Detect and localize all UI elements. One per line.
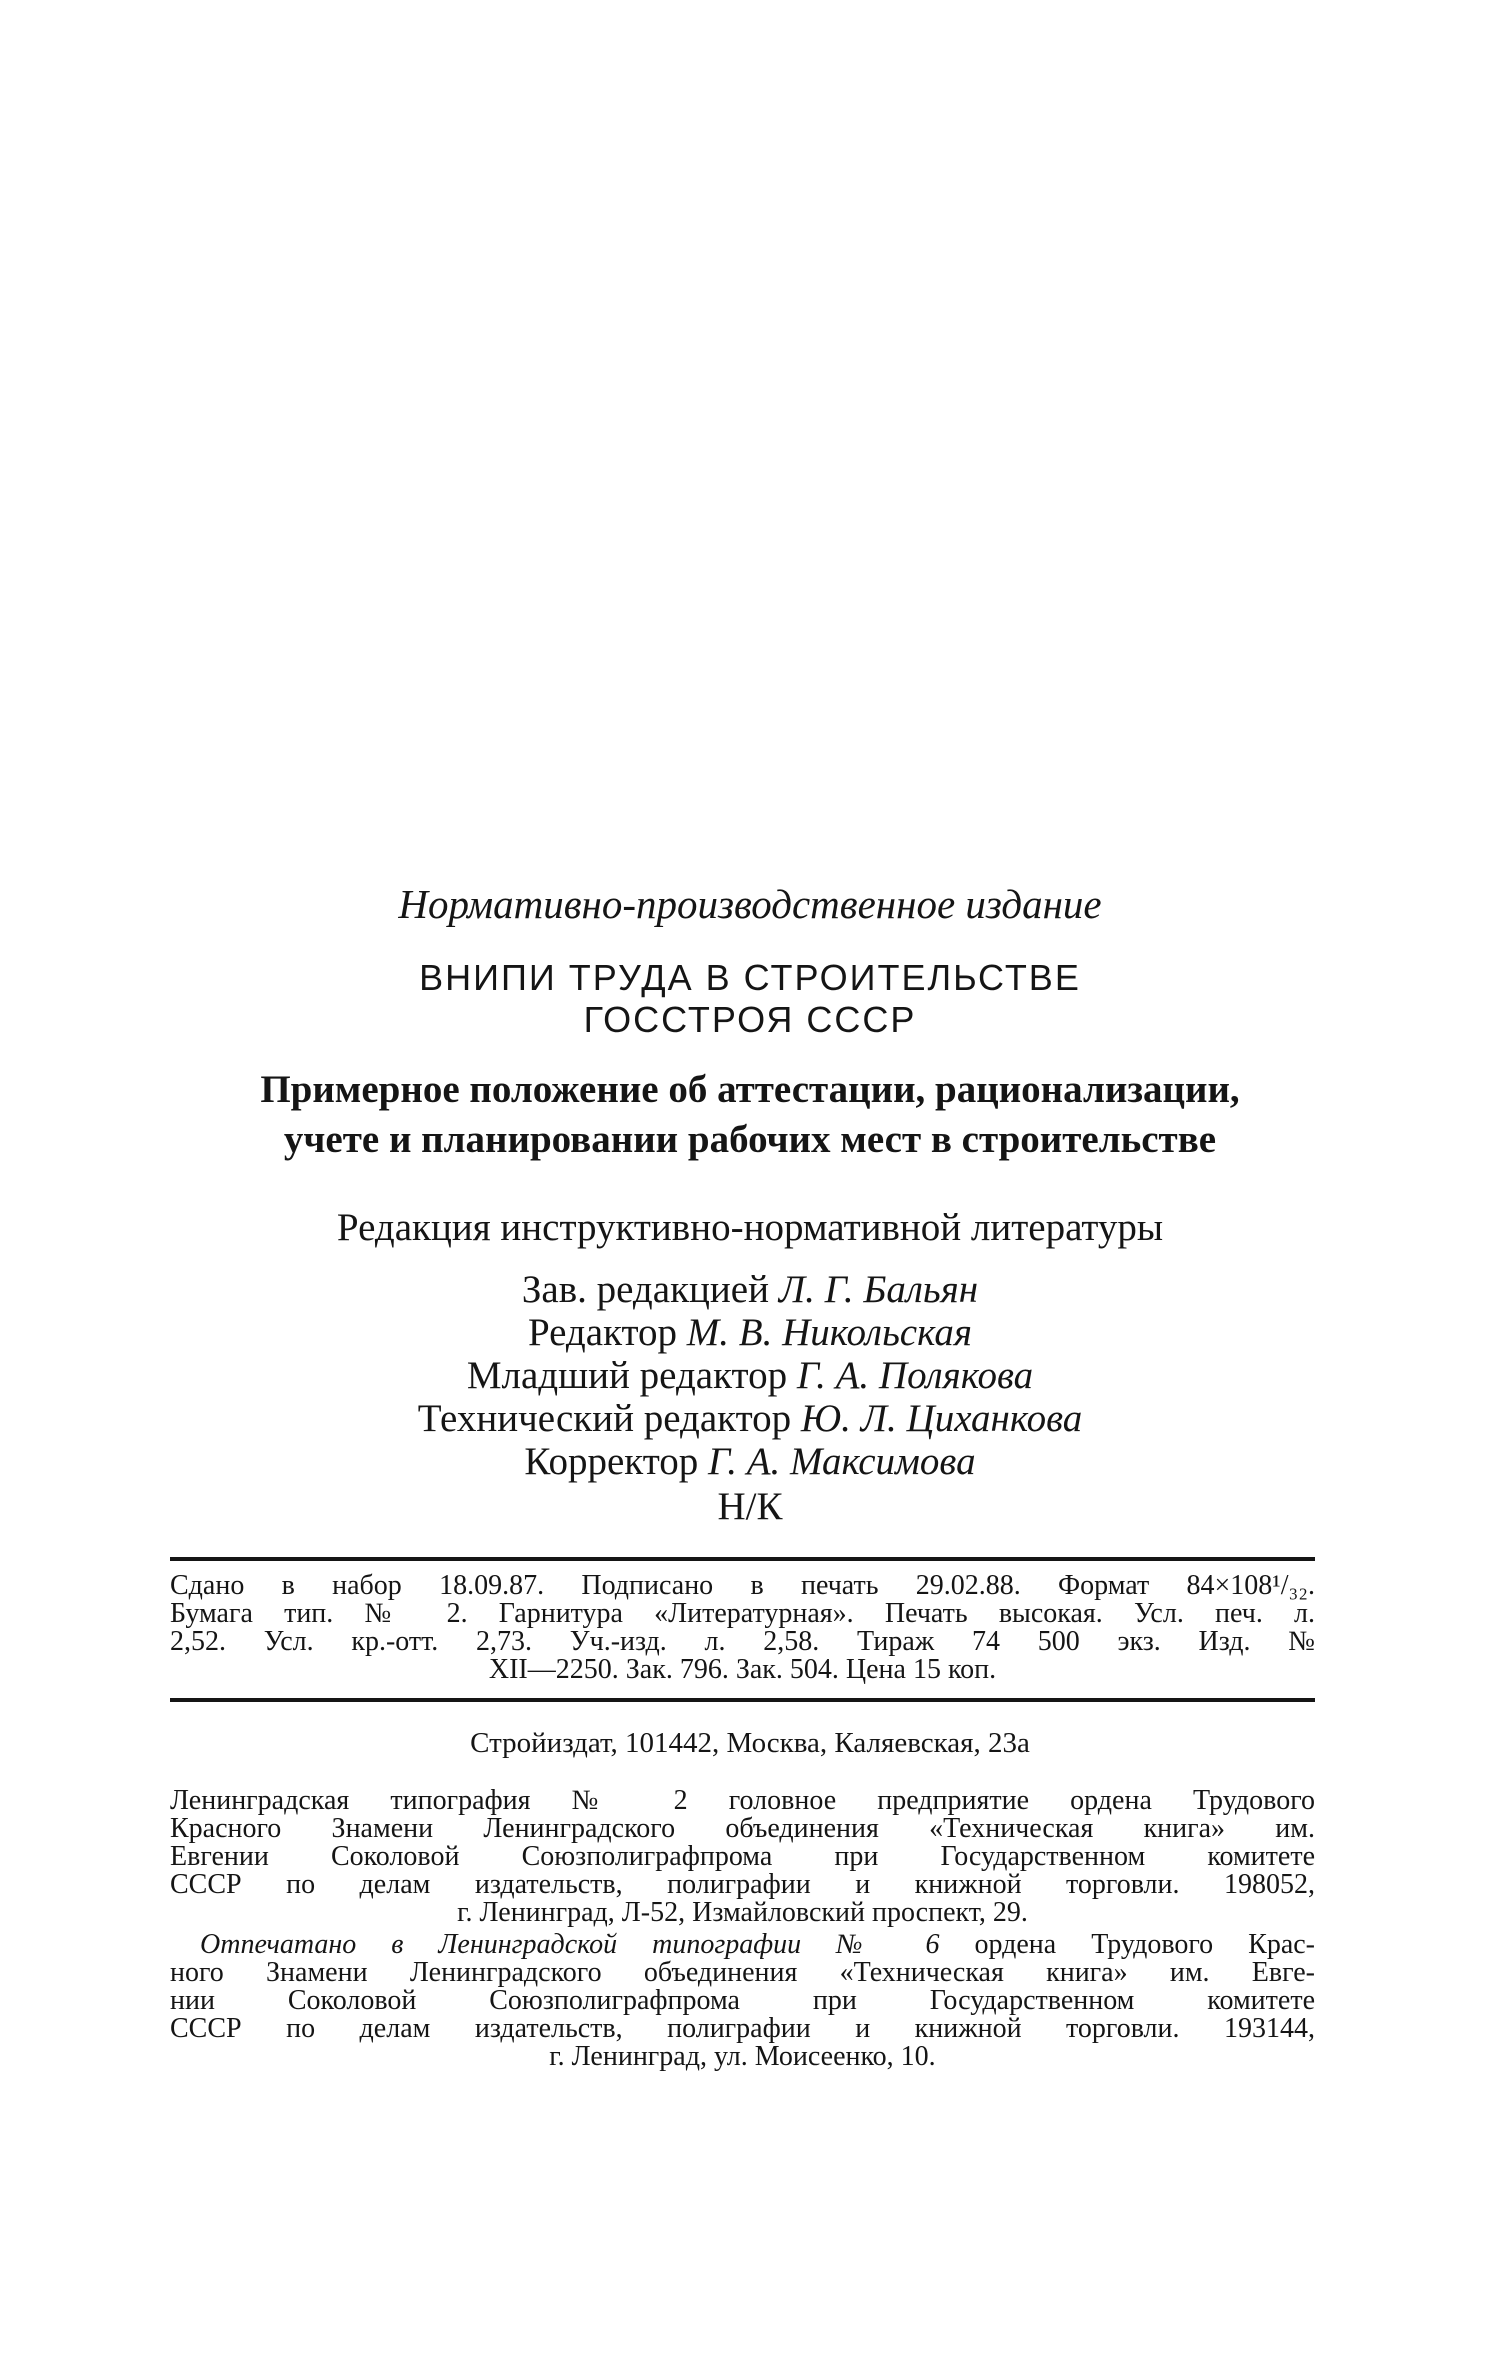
printing-note-rest: ордена Трудового Крас-: [939, 1929, 1316, 1960]
imprint-line: Бумага тип. № 2. Гарнитура «Литературная». Печать высокая. Усл. печ. л.: [170, 1598, 1315, 1629]
credit-line: [0, 1440, 1500, 1483]
credit-name: М. В. Никольская: [686, 1311, 973, 1354]
imprint-line: 2,52. Усл. кр.-отт. 2,73. Уч.-изд. л. 2,58. Тираж 74 500 экз. Изд. №: [170, 1626, 1315, 1657]
imprint-line: Сдано в набор 18.09.87. Подписано в печать 29.02.88. Формат 84×108¹/₃₂.: [170, 1570, 1315, 1601]
printing-line: г. Ленинград, Л-52, Измайловский проспект, 29.: [457, 1897, 1028, 1928]
printing-line: Евгении Соколовой Союзполиграфпрома при Государственном комитете: [170, 1841, 1315, 1872]
editorial-board: Редакция инструктивно-нормативной литературы: [336, 1206, 1164, 1249]
credit-name: Ю. Л. Циханкова: [800, 1397, 1083, 1440]
organization-line-1: ВНИПИ ТРУДА В СТРОИТЕЛЬСТВЕ: [419, 957, 1081, 998]
nk-mark: Н/К: [717, 1485, 783, 1528]
credit-line: [0, 1397, 1500, 1440]
credit-name: Л. Г. Бальян: [778, 1268, 979, 1311]
credit-role: Технический редактор: [417, 1397, 792, 1440]
divider-bottom: [170, 1698, 1315, 1702]
credit-name: Г. А. Максимова: [707, 1440, 976, 1483]
imprint-line: XII—2250. Зак. 796. Зак. 504. Цена 15 коп.: [488, 1654, 997, 1685]
credit-line: [0, 1268, 1500, 1311]
printing-note-italic: Отпечатано в Ленинградской типографии № 6: [200, 1929, 940, 1960]
credit-line: [0, 1354, 1500, 1397]
printing-line: ного Знамени Ленинградского объединения «Техническая книга» им. Евге-: [170, 1957, 1315, 1988]
organization-line-2: ГОССТРОЯ СССР: [583, 999, 917, 1040]
printing-line: СССР по делам издательств, полиграфии и книжной торговли. 193144,: [170, 2013, 1315, 2044]
document-title-line-2: учете и планировании рабочих мест в строительстве: [283, 1118, 1217, 1161]
printing-line: г. Ленинград, ул. Моисеенко, 10.: [549, 2041, 936, 2072]
imprint-block: [170, 1572, 1315, 1684]
document-title-line-1: Примерное положение об аттестации, рационализации,: [260, 1068, 1240, 1111]
credit-line: [0, 1311, 1500, 1354]
printing-line: нии Соколовой Союзполиграфпрома при Государственном комитете: [170, 1985, 1315, 2016]
printing-house-1: [170, 1787, 1315, 1927]
printing-line: СССР по делам издательств, полиграфии и книжной торговли. 198052,: [170, 1869, 1315, 1900]
credit-role: Зав. редакцией: [521, 1268, 769, 1311]
publisher-address: Стройиздат, 101442, Москва, Каляевская, 23а: [470, 1727, 1030, 1759]
printing-line: Ленинградская типография № 2 головное предприятие ордена Трудового: [170, 1785, 1315, 1816]
credit-name: Г. А. Полякова: [796, 1354, 1034, 1397]
publication-type: Нормативно-производственное издание: [398, 881, 1102, 927]
credit-role: Корректор: [524, 1440, 699, 1483]
credit-role: Младший редактор: [466, 1354, 788, 1397]
printing-line: [170, 1931, 1315, 1959]
printing-house-2: [170, 1931, 1315, 2071]
credit-role: Редактор: [527, 1311, 678, 1354]
printing-line: Красного Знамени Ленинградского объединения «Техническая книга» им.: [170, 1813, 1315, 1844]
divider-top: [170, 1557, 1315, 1561]
